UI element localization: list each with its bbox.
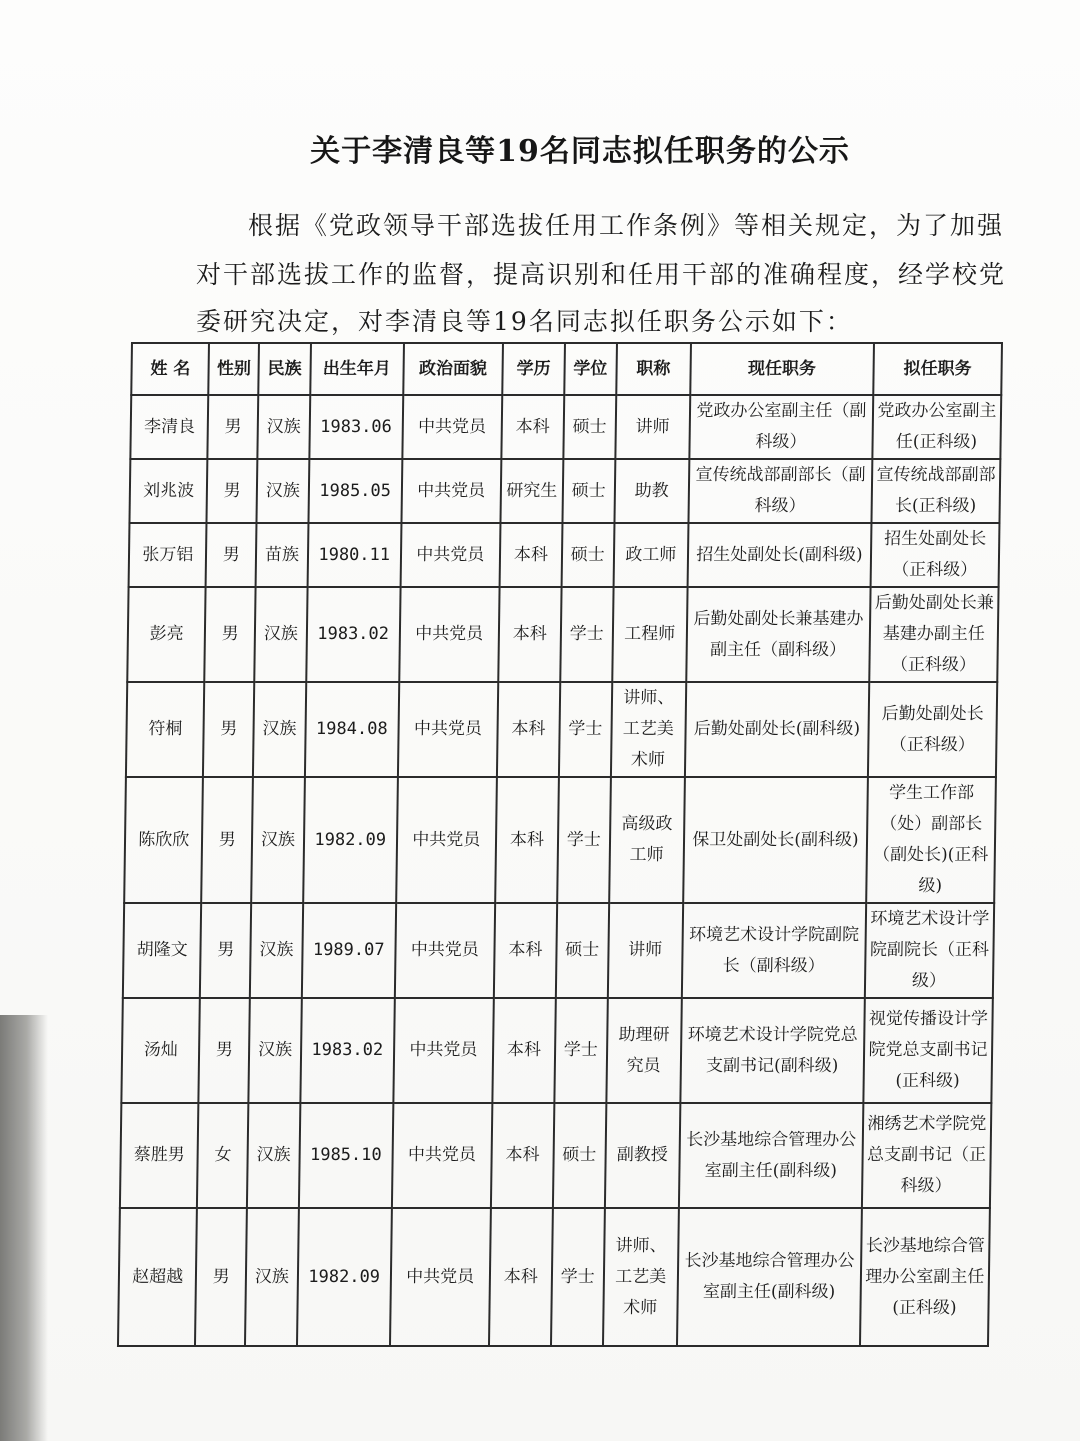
cell-political: 中共党员 <box>390 1208 491 1346</box>
cell-current-post: 后勤处副处长兼基建办副主任（副科级） <box>686 587 870 682</box>
cell-title: 助理研究员 <box>606 998 682 1103</box>
cell-current-post: 后勤处副处长(副科级) <box>685 682 869 777</box>
cell-gender: 男 <box>205 587 256 682</box>
cell-degree: 学士 <box>560 587 613 682</box>
cell-education: 本科 <box>499 523 562 587</box>
cell-degree: 硕士 <box>556 903 609 998</box>
header-education: 学历 <box>502 343 565 395</box>
cell-political: 中共党员 <box>396 777 497 903</box>
cell-title: 讲师、工艺美术师 <box>603 1208 679 1346</box>
cell-education: 研究生 <box>500 459 563 523</box>
cell-title: 助教 <box>614 459 689 523</box>
intro-line-2: 对干部选拔工作的监督，提高识别和任用干部的准确程度，经学校党 <box>196 260 1007 289</box>
appointment-table <box>117 342 1003 1347</box>
cell-proposed-post: 长沙基地综合管理办公室副主任(正科级) <box>860 1208 990 1346</box>
cell-birth: 1983.02 <box>300 998 394 1103</box>
cell-title: 讲师 <box>607 903 683 998</box>
table-row <box>123 903 994 998</box>
cell-birth: 1982.09 <box>297 1208 392 1346</box>
cell-proposed-post: 环境艺术设计学院副院长（正科级） <box>865 903 995 998</box>
cell-education: 本科 <box>495 777 559 903</box>
cell-birth: 1985.05 <box>308 459 402 523</box>
cell-name: 张万铝 <box>129 523 207 587</box>
cell-current-post: 长沙基地综合管理办公室副主任(副科级) <box>679 1103 863 1208</box>
cell-name: 陈欣欣 <box>124 777 203 903</box>
cell-degree: 学士 <box>557 777 610 903</box>
header-title: 职称 <box>616 343 691 395</box>
cell-title: 讲师 <box>615 395 690 459</box>
cell-name: 刘兆波 <box>129 459 207 523</box>
cell-name: 赵超越 <box>118 1208 197 1346</box>
cell-proposed-post: 党政办公室副主任(正科级) <box>872 395 1001 459</box>
cell-birth: 1980.11 <box>307 523 401 587</box>
cell-current-post: 保卫处副处长(副科级) <box>683 777 868 903</box>
cell-ethnicity: 汉族 <box>254 587 307 682</box>
table-row <box>127 587 998 682</box>
cell-political: 中共党员 <box>400 523 500 587</box>
cell-degree: 学士 <box>554 998 607 1103</box>
cell-political: 中共党员 <box>402 395 502 459</box>
cell-birth: 1989.07 <box>302 903 396 998</box>
header-political: 政治面貌 <box>403 343 503 395</box>
cell-name: 彭亮 <box>127 587 206 682</box>
table-row <box>121 998 992 1103</box>
cell-political: 中共党员 <box>399 587 500 682</box>
cell-degree: 硕士 <box>553 1103 606 1208</box>
table-row <box>130 395 1001 459</box>
cell-birth: 1982.09 <box>303 777 398 903</box>
cell-proposed-post: 后勤处副处长（正科级） <box>868 682 998 777</box>
cell-proposed-post: 后勤处副处长兼基建办副主任（正科级） <box>869 587 999 682</box>
cell-name: 胡隆文 <box>123 903 202 998</box>
cell-ethnicity: 汉族 <box>257 395 310 459</box>
cell-current-post: 招生处副处长(副科级) <box>688 523 872 587</box>
cell-name: 李清良 <box>130 395 208 459</box>
cell-gender: 男 <box>199 998 250 1103</box>
cell-gender: 男 <box>207 459 257 523</box>
cell-political: 中共党员 <box>395 903 496 998</box>
cell-education: 本科 <box>497 682 560 777</box>
cell-title: 政工师 <box>613 523 688 587</box>
cell-political: 中共党员 <box>398 682 499 777</box>
cell-education: 本科 <box>501 395 564 459</box>
header-current-post: 现任职务 <box>690 343 874 395</box>
cell-title: 副教授 <box>604 1103 680 1208</box>
cell-ethnicity: 汉族 <box>257 459 310 523</box>
cell-current-post: 党政办公室副主任（副科级） <box>689 395 873 459</box>
cell-ethnicity: 汉族 <box>248 998 301 1103</box>
table-row <box>129 523 1000 587</box>
cell-proposed-post: 湘绣艺术学院党总支副书记（正科级） <box>862 1103 992 1208</box>
cell-political: 中共党员 <box>393 998 494 1103</box>
cell-proposed-post: 学生工作部（处）副部长（副处长)(正科级) <box>866 777 996 903</box>
cell-gender: 男 <box>200 903 251 998</box>
cell-birth: 1984.08 <box>305 682 399 777</box>
cell-ethnicity: 苗族 <box>256 523 309 587</box>
cell-gender: 女 <box>197 1103 248 1208</box>
cell-degree: 硕士 <box>561 523 614 587</box>
cell-birth: 1983.06 <box>309 395 403 459</box>
header-degree: 学位 <box>564 343 616 395</box>
page-shadow <box>0 1015 48 1441</box>
cell-education: 本科 <box>489 1208 553 1346</box>
cell-gender: 男 <box>202 777 253 903</box>
cell-ethnicity: 汉族 <box>245 1208 299 1346</box>
cell-birth: 1985.10 <box>299 1103 393 1208</box>
intro-line-3: 委研究决定，对李清良等19名同志拟任职务公示如下： <box>196 307 853 336</box>
cell-current-post: 宣传统战部副部长（副科级） <box>688 459 872 523</box>
cell-education: 本科 <box>494 903 557 998</box>
cell-degree: 硕士 <box>563 395 616 459</box>
cell-gender: 男 <box>203 682 254 777</box>
header-gender: 性别 <box>209 343 259 395</box>
cell-degree: 硕士 <box>562 459 615 523</box>
cell-education: 本科 <box>491 1103 554 1208</box>
cell-ethnicity: 汉族 <box>251 777 304 903</box>
cell-name: 汤灿 <box>121 998 200 1103</box>
header-birth: 出生年月 <box>310 343 404 395</box>
table-row <box>120 1103 991 1208</box>
cell-title: 高级政工师 <box>609 777 685 903</box>
cell-gender: 男 <box>195 1208 247 1346</box>
header-proposed-post: 拟任职务 <box>873 343 1002 395</box>
table-row <box>126 682 997 777</box>
intro-line-1: 根据《党政领导干部选拔任用工作条例》等相关规定，为了加强 <box>248 211 1005 240</box>
cell-current-post: 长沙基地综合管理办公室副主任(副科级) <box>677 1208 862 1346</box>
cell-education: 本科 <box>498 587 561 682</box>
cell-proposed-post: 视觉传播设计学院党总支副书记(正科级) <box>863 998 993 1103</box>
cell-ethnicity: 汉族 <box>253 682 306 777</box>
cell-current-post: 环境艺术设计学院党总支副书记(副科级) <box>680 998 864 1103</box>
cell-title: 讲师、工艺美术师 <box>610 682 686 777</box>
cell-proposed-post: 宣传统战部副部长(正科级) <box>871 459 1000 523</box>
cell-name: 符桐 <box>126 682 205 777</box>
cell-birth: 1983.02 <box>306 587 400 682</box>
table-row <box>124 777 996 903</box>
cell-ethnicity: 汉族 <box>250 903 303 998</box>
cell-current-post: 环境艺术设计学院副院长（副科级） <box>682 903 866 998</box>
header-ethnicity: 民族 <box>258 343 310 395</box>
page-title: 关于李清良等19名同志拟任职务的公示 <box>310 134 850 169</box>
cell-name: 蔡胜男 <box>120 1103 199 1208</box>
cell-gender: 男 <box>206 523 256 587</box>
cell-title: 工程师 <box>612 587 688 682</box>
cell-degree: 学士 <box>551 1208 605 1346</box>
header-name: 姓 名 <box>131 343 209 395</box>
cell-political: 中共党员 <box>401 459 501 523</box>
table-header-row <box>131 343 1002 395</box>
cell-gender: 男 <box>208 395 258 459</box>
cell-political: 中共党员 <box>392 1103 493 1208</box>
table-row <box>129 459 1000 523</box>
cell-degree: 学士 <box>559 682 612 777</box>
cell-proposed-post: 招生处副处长（正科级） <box>870 523 999 587</box>
cell-ethnicity: 汉族 <box>247 1103 300 1208</box>
cell-education: 本科 <box>492 998 555 1103</box>
table-row <box>118 1208 990 1346</box>
